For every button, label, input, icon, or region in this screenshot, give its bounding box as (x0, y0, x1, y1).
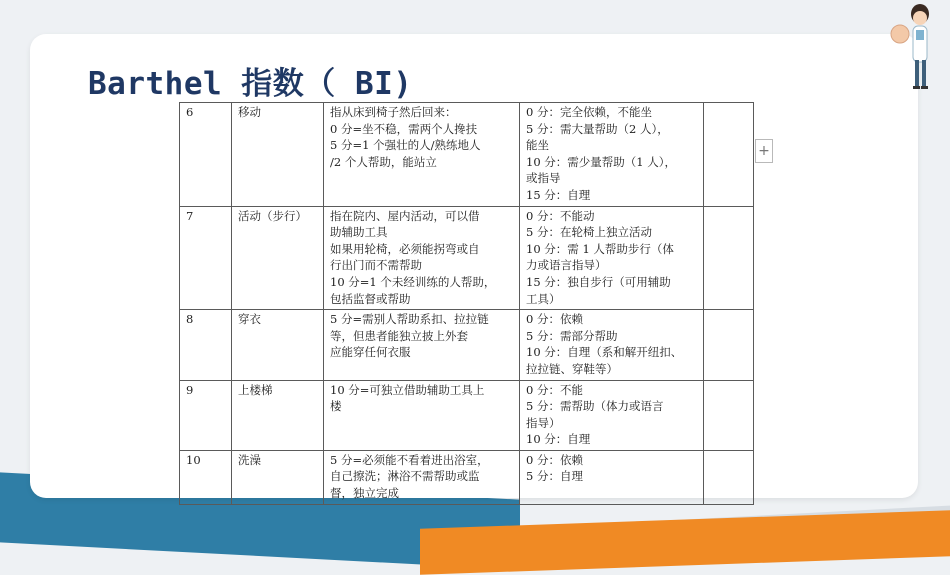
score-entry-cell[interactable] (704, 450, 754, 504)
table-row (180, 310, 754, 380)
scoring-line: 10 分：需 1 人帮助步行（体 (526, 241, 674, 256)
scoring-line: 指导） (526, 415, 561, 430)
item-scoring (520, 310, 704, 380)
item-scoring (520, 103, 704, 207)
item-number: 8 (180, 310, 232, 380)
scoring-line: 5 分：自理 (526, 469, 583, 484)
description-line: 5 分=需别人帮助系扣、拉拉链 (330, 312, 489, 327)
item-description (324, 380, 520, 450)
scoring-line: 0 分：依赖 (526, 452, 583, 467)
description-line: 10 分=可独立借助辅助工具上 (330, 382, 485, 397)
item-description (324, 450, 520, 504)
item-scoring (520, 206, 704, 310)
description-line: 自己擦洗；淋浴不需帮助或监 (330, 469, 480, 484)
barthel-index-table (179, 102, 754, 505)
description-line: 楼 (330, 399, 342, 414)
description-line: 如果用轮椅，必须能拐弯或自 (330, 241, 480, 256)
description-line: 包括监督或帮助 (330, 291, 411, 306)
description-line: 助辅助工具 (330, 225, 388, 240)
scoring-line: 10 分：自理 (526, 432, 591, 447)
item-name: 上楼梯 (232, 380, 324, 450)
score-entry-cell[interactable] (704, 103, 754, 207)
item-number: 6 (180, 103, 232, 207)
scoring-line: 工具） (526, 291, 561, 306)
scoring-line: 5 分：需部分帮助 (526, 328, 618, 343)
item-number: 10 (180, 450, 232, 504)
item-scoring (520, 380, 704, 450)
table-row (180, 380, 754, 450)
scoring-line: 或指导 (526, 171, 561, 186)
slide-title: Barthel 指数（ BI) (88, 66, 413, 102)
scoring-line: 能坐 (526, 138, 549, 153)
scoring-line: 5 分：需大量帮助（2 人）， (526, 121, 669, 136)
scoring-line: 0 分：不能 (526, 382, 583, 397)
description-line: 行出门而不需帮助 (330, 258, 422, 273)
scoring-line: 0 分：依赖 (526, 312, 583, 327)
item-name: 穿衣 (232, 310, 324, 380)
item-name: 洗澡 (232, 450, 324, 504)
table-row (180, 450, 754, 504)
item-description (324, 103, 520, 207)
scoring-line: 15 分：独自步行（可用辅助 (526, 274, 671, 289)
description-line: 指从床到椅子然后回来： (330, 105, 457, 119)
description-line: /2 个人帮助，能站立 (330, 154, 437, 169)
description-line: 5 分=1 个强壮的人/熟练地人 (330, 138, 481, 153)
description-line: 5 分=必须能不看着进出浴室， (330, 452, 489, 467)
score-entry-cell[interactable] (704, 380, 754, 450)
item-number: 9 (180, 380, 232, 450)
nurse-illustration-icon (880, 0, 950, 96)
item-description (324, 310, 520, 380)
item-name: 移动 (232, 103, 324, 207)
description-line: 应能穿任何衣服 (330, 345, 411, 360)
item-name: 活动（步行） (232, 206, 324, 310)
scoring-line: 拉拉链、穿鞋等） (526, 361, 618, 376)
scoring-line: 5 分：在轮椅上独立活动 (526, 225, 652, 240)
scoring-line: 15 分：自理 (526, 187, 591, 202)
scoring-line: 10 分：需少量帮助（1 人）， (526, 154, 677, 169)
score-entry-cell[interactable] (704, 310, 754, 380)
item-scoring (520, 450, 704, 504)
scoring-line: 5 分：需帮助（体力或语言 (526, 399, 664, 414)
description-line: 10 分=1 个未经训练的人帮助， (330, 274, 496, 289)
score-entry-cell[interactable] (704, 206, 754, 310)
scoring-line: 0 分：不能动 (526, 208, 595, 223)
scoring-line: 0 分：完全依赖，不能坐 (526, 105, 652, 119)
description-line: 指在院内、屋内活动，可以借 (330, 208, 480, 223)
scoring-line: 力或语言指导） (526, 258, 607, 273)
description-line: 督，独立完成 (330, 486, 399, 501)
table-row (180, 103, 754, 207)
description-line: 0 分=坐不稳，需两个人搀扶 (330, 121, 478, 136)
item-description (324, 206, 520, 310)
scoring-line: 10 分：自理（系和解开纽扣、 (526, 345, 683, 360)
table-row (180, 206, 754, 310)
item-number: 7 (180, 206, 232, 310)
description-line: 等，但患者能独立披上外套 (330, 328, 468, 343)
add-row-button[interactable]: + (755, 139, 773, 163)
